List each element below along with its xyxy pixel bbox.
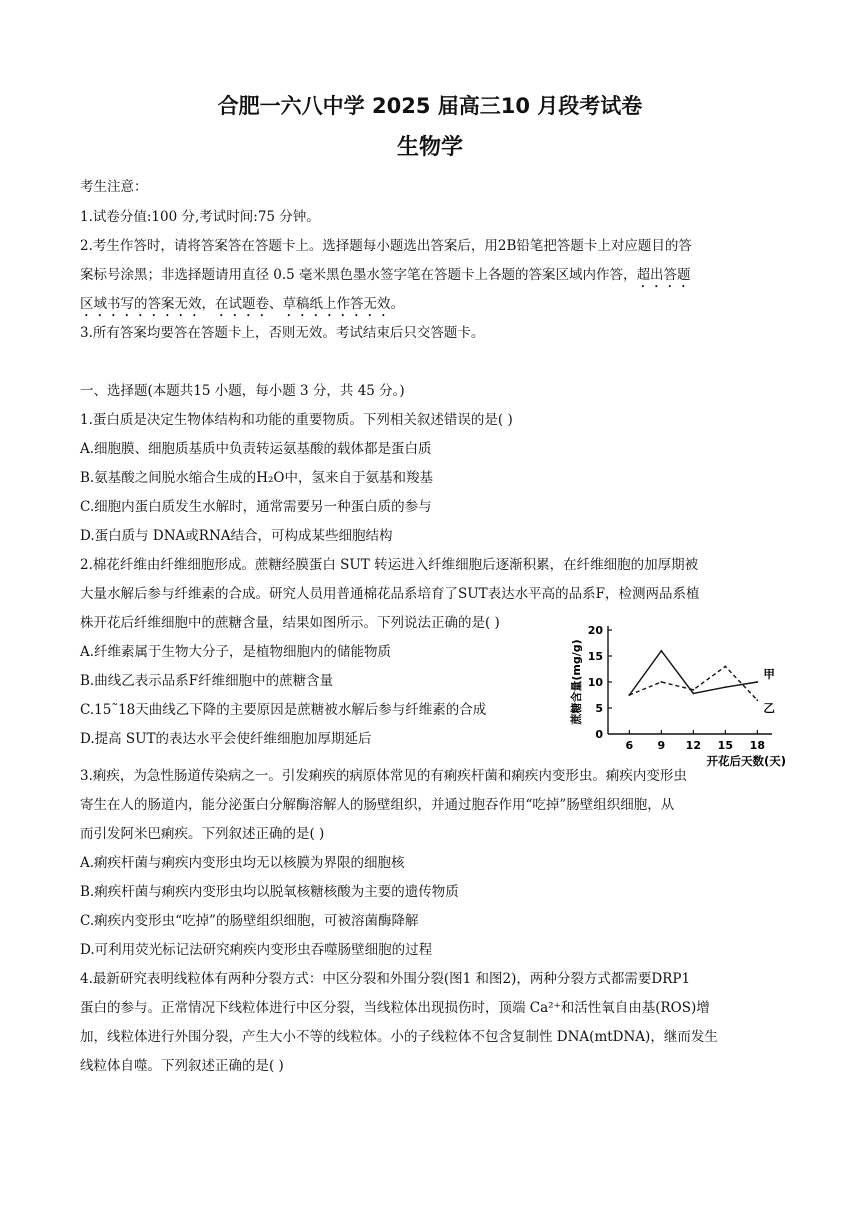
y-tick-label: 10 [587, 676, 603, 689]
q1-option-d: D.蛋白质与 DNA或RNA结合，可构成某些细胞结构 [80, 528, 393, 544]
series-label: 乙 [763, 701, 775, 716]
x-tick-label: 6 [625, 739, 634, 752]
q2-stem-line-2: 大量水解后参与纤维素的合成。研究人员用普通棉花品系培育了SUT表达水平高的品系F，检测两品系植 [80, 586, 700, 602]
x-tick-label: 18 [749, 739, 765, 752]
data-point [724, 666, 726, 668]
notice-item-1: 1.试卷分值:100 分,考试时间:75 分钟。 [80, 209, 320, 225]
q2-option-c: C.15˜18天曲线乙下降的主要原因是蔗糖被水解后参与纤维素的合成 [80, 702, 487, 718]
series-label: 甲 [763, 667, 775, 681]
q4-stem-line-2: 蛋白的参与。正常情况下线粒体进行中区分裂，当线粒体出现损伤时，顶端 Ca²⁺和活性氧自由基(ROS)增 [80, 1000, 710, 1016]
q4-stem-line-4: 线粒体自噬。下列叙述正确的是( ) [80, 1058, 284, 1074]
y-tick-label: 15 [587, 650, 603, 663]
emphasized-text: 区域书写的答案无效，在试题卷、草稿纸上作答无效 [80, 296, 391, 312]
q2-stem-line-1: 2.棉花纤维由纤维细胞形成。蔗糖经膜蛋白 SUT 转运进入纤维细胞后逐渐积累，在纤维细胞的加厚期被 [80, 557, 699, 573]
q1-option-a: A.细胞膜、细胞质基质中负责转运氨基酸的载体都是蛋白质 [80, 441, 432, 457]
q4-stem-line-3: 加，线粒体进行外围分裂，产生大小不等的线粒体。小的子线粒体不包含复制性 DNA(mtDNA)，继而发生 [80, 1029, 718, 1045]
x-tick-label: 15 [717, 739, 733, 752]
q3-stem-line-2: 寄生在人的肠道内，能分泌蛋白分解酶溶解人的肠壁组织，并通过胞吞作用“吃掉”肠壁组织细胞，从 [80, 797, 675, 813]
q2-option-b: B.曲线乙表示品系F纤维细胞中的蔗糖含量 [80, 673, 334, 689]
q3-option-b: B.痢疾杆菌与痢疾内变形虫均以脱氧核糖核酸为主要的遗传物质 [80, 884, 459, 900]
data-point [692, 689, 694, 691]
data-point [660, 681, 662, 683]
x-tick-label: 9 [657, 739, 666, 752]
series-line-jia [629, 651, 757, 695]
q3-option-a: A.痢疾杆菌与痢疾内变形虫均无以核膜为界限的细胞核 [80, 855, 405, 871]
data-point [756, 699, 758, 701]
notice-item-2-line-3 [80, 292, 404, 320]
q1-option-b: B.氨基酸之间脱水缩合生成的H₂O中，氢来自于氨基和羧基 [80, 470, 433, 486]
data-point [724, 686, 726, 688]
y-tick-label: 0 [595, 728, 603, 741]
emphasized-text: 超出答题 [636, 267, 691, 283]
data-point [756, 681, 758, 683]
notice-item-2-line-1: 2.考生作答时，请将答案答在答题卡上。选择题每小题选出答案后，用2B铅笔把答题卡上对应题目的答 [80, 238, 692, 254]
notice-item-2-line-2 [80, 263, 691, 291]
section-heading: 一、选择题(本题共15 小题，每小题 3 分，共 45 分。) [80, 383, 405, 399]
q1-stem: 1.蛋白质是决定生物体结构和功能的重要物质。下列相关叙述错误的是( ) [80, 412, 513, 428]
q2-stem-line-3: 株开花后纤维细胞中的蔗糖含量，结果如图所示。下列说法正确的是( ) [80, 615, 500, 631]
notice-text: 。 [390, 296, 404, 312]
notice-heading: 考生注意： [80, 179, 148, 195]
y-axis-label: 蔗糖含量(mg/g) [570, 639, 583, 725]
q4-stem-line-1: 4.最新研究表明线粒体有两种分裂方式：中区分裂和外围分裂(图1 和图2)，两种分裂方式都需要DRP1 [80, 971, 691, 987]
y-tick-label: 5 [595, 702, 603, 715]
data-point [660, 650, 662, 652]
x-tick-label: 12 [685, 739, 701, 752]
q2-option-a: A.纤维素属于生物大分子，是植物细胞内的储能物质 [80, 644, 392, 660]
q1-option-c: C.细胞内蛋白质发生水解时，通常需要另一种蛋白质的参与 [80, 499, 432, 515]
q3-option-c: C.痢疾内变形虫“吃掉”的肠壁组织细胞，可被溶菌酶降解 [80, 913, 419, 929]
exam-title: 合肥一六八中学 2025 届高三10 月段考试卷 [217, 94, 643, 118]
sucrose-line-chart [558, 618, 790, 770]
data-point [692, 693, 694, 695]
notice-text: 案标号涂黑；非选择题请用直径 0.5 毫米黑色墨水签字笔在答题卡上各题的答案区域内作答， [80, 267, 637, 283]
subject-title: 生物学 [396, 135, 463, 160]
q3-option-d: D.可利用荧光标记法研究痢疾内变形虫吞噬肠壁细胞的过程 [80, 942, 433, 958]
q3-stem-line-3: 而引发阿米巴痢疾。下列叙述正确的是( ) [80, 826, 325, 842]
q3-stem-line-1: 3.痢疾，为急性肠道传染病之一。引发痢疾的病原体常见的有痢疾杆菌和痢疾内变形虫。痢疾内变形虫 [80, 768, 687, 784]
notice-item-3: 3.所有答案均要答在答题卡上，否则无效。考试结束后只交答题卡。 [80, 325, 485, 341]
q2-option-d: D.提高 SUT的表达水平会使纤维细胞加厚期延后 [80, 731, 372, 747]
y-tick-label: 20 [587, 624, 603, 637]
data-point [628, 694, 630, 696]
series-line-yi [629, 666, 757, 700]
x-axis-label: 开花后天数(天) [706, 754, 786, 768]
